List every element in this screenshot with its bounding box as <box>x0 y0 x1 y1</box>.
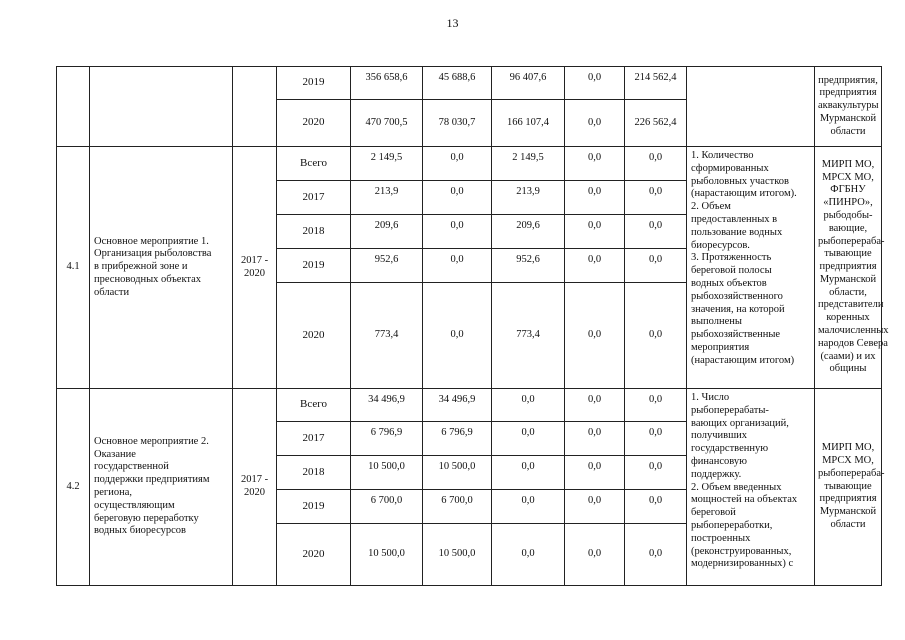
value-cell: 0,0 <box>565 215 625 249</box>
value-cell: 0,0 <box>492 389 565 422</box>
indicator-line: мероприятия <box>691 341 750 353</box>
indicator-line: построенных <box>691 532 751 544</box>
indicator-line: биоресурсов. <box>691 239 750 251</box>
responsible-line: Мурманской <box>819 506 877 518</box>
indicator-line: модернизированных) с <box>691 558 794 570</box>
responsible-line: аквакультуры <box>818 100 879 112</box>
value-cell: 10 500,0 <box>351 524 423 586</box>
indicator-line: выполнены <box>691 316 742 328</box>
activity-name-line: региона, <box>94 487 132 498</box>
indicator-line: финансовую <box>691 455 747 467</box>
responsible-line: рыбоперераба- <box>818 235 885 247</box>
responsible-line: вающие, <box>828 222 868 234</box>
year-cell: 2018 <box>277 215 351 249</box>
value-cell: 6 700,0 <box>351 490 423 524</box>
value-cell: 470 700,5 <box>351 100 423 147</box>
value-cell: 78 030,7 <box>423 100 492 147</box>
value-cell: 226 562,4 <box>625 100 687 147</box>
year-cell: 2017 <box>277 422 351 456</box>
indicator-line: поддержку. <box>691 468 742 480</box>
responsible-line: предприятия, <box>818 74 878 86</box>
value-cell: 0,0 <box>565 100 625 147</box>
value-cell: 952,6 <box>351 249 423 283</box>
value-cell: 0,0 <box>625 249 687 283</box>
value-cell: 209,6 <box>492 215 565 249</box>
responsible-line: «ПИНРО», <box>823 197 873 209</box>
table-row <box>57 67 882 100</box>
responsible-line: МРСХ МО, <box>822 171 874 183</box>
responsible-line: общины <box>829 363 867 375</box>
responsible-line: коренных <box>826 312 870 324</box>
value-cell: 0,0 <box>423 147 492 181</box>
activity-name-line: береговую переработку <box>94 512 199 524</box>
year-cell: 2018 <box>277 456 351 490</box>
value-cell: 0,0 <box>625 490 687 524</box>
program-activities-table <box>56 66 889 586</box>
indicator-line: рыбохозяйственные <box>691 329 781 341</box>
term-cell <box>233 67 277 147</box>
indicator-line: мощностей на объектах <box>691 494 798 506</box>
indicator-line: (реконструированных, <box>691 545 792 557</box>
responsible-line: малочисленных <box>818 325 889 337</box>
indicator-text <box>687 147 815 389</box>
indicator-line: 2. Объем введенных <box>691 481 782 493</box>
responsible-line: предприятия <box>819 261 877 273</box>
value-cell: 34 496,9 <box>351 389 423 422</box>
year-cell: 2019 <box>277 67 351 100</box>
value-cell: 0,0 <box>423 249 492 283</box>
activity-name-line: в прибрежной зоне и <box>94 261 188 273</box>
value-cell: 0,0 <box>565 147 625 181</box>
activity-name-line: водных биоресурсов <box>94 525 186 537</box>
responsible-line: области <box>830 518 866 530</box>
indicator-line: сформированных <box>691 162 769 174</box>
activity-name-line: пресноводных объектах <box>94 273 202 285</box>
value-cell: 0,0 <box>423 215 492 249</box>
activity-name <box>90 147 233 389</box>
indicator-line: водных объектов <box>691 277 767 289</box>
activity-name-line: Оказание <box>94 448 136 460</box>
responsible-cell <box>815 67 882 147</box>
value-cell: 6 700,0 <box>423 490 492 524</box>
responsible-line: рыбоперераба- <box>818 467 885 479</box>
value-cell: 0,0 <box>625 422 687 456</box>
value-cell: 0,0 <box>565 490 625 524</box>
value-cell: 6 796,9 <box>351 422 423 456</box>
activity-name-line: государственной <box>94 461 169 473</box>
activity-number: 4.1 <box>57 147 90 389</box>
page-number: 13 <box>446 16 459 30</box>
value-cell: 2 149,5 <box>492 147 565 181</box>
activity-number: 4.2 <box>57 389 90 586</box>
value-cell: 0,0 <box>492 524 565 586</box>
responsible-line: МИРП МО, <box>821 158 875 170</box>
value-cell: 0,0 <box>625 215 687 249</box>
indicator-line: значения, на которой <box>691 303 785 315</box>
indicator-line: рыболовных участков <box>691 175 789 187</box>
activity-name <box>90 389 233 586</box>
value-cell: 0,0 <box>625 389 687 422</box>
indicator-line: вающих организаций, <box>691 417 789 429</box>
value-cell: 0,0 <box>565 456 625 490</box>
responsible-line: области, <box>829 286 867 298</box>
value-cell: 0,0 <box>565 181 625 215</box>
indicator-line: государственную <box>691 443 769 455</box>
value-cell: 0,0 <box>565 283 625 389</box>
value-cell: 0,0 <box>625 147 687 181</box>
value-cell: 0,0 <box>625 181 687 215</box>
year-cell: 2019 <box>277 249 351 283</box>
indicator-line: предоставленных в <box>691 213 778 225</box>
activity-name-cell <box>90 67 233 147</box>
value-cell: 10 500,0 <box>351 456 423 490</box>
value-cell: 213,9 <box>351 181 423 215</box>
value-cell: 96 407,6 <box>492 67 565 100</box>
indicator-text <box>687 389 815 586</box>
responsible-text <box>815 389 885 586</box>
year-cell: Всего <box>277 389 351 422</box>
value-cell: 773,4 <box>492 283 565 389</box>
activity-name-line: Основное мероприятие 2. <box>94 435 209 447</box>
value-cell: 0,0 <box>492 490 565 524</box>
indicator-line: рыбопереработки, <box>691 519 773 531</box>
indicator-line: 3. Протяженность <box>691 252 772 264</box>
indicator-line: 2. Объем <box>691 201 731 213</box>
value-cell: 773,4 <box>351 283 423 389</box>
indicator-line: (нарастающим итогом) <box>691 354 795 366</box>
term-text: 2017 - 2020 <box>240 474 269 498</box>
value-cell: 0,0 <box>565 422 625 456</box>
value-cell: 10 500,0 <box>423 456 492 490</box>
activity-name-line: поддержки предприятиям <box>94 474 210 486</box>
value-cell: 0,0 <box>492 456 565 490</box>
indicator-line: пользование водных <box>691 226 783 238</box>
responsible-line: предприятия <box>819 493 877 505</box>
value-cell: 213,9 <box>492 181 565 215</box>
term-text: 2017 - 2020 <box>240 254 269 279</box>
responsible-line: МРСХ МО, <box>822 455 874 466</box>
value-cell: 10 500,0 <box>423 524 492 586</box>
activity-name-line: области <box>94 286 130 298</box>
indicator-line: рыбоперерабаты- <box>691 404 769 416</box>
activity-term <box>233 389 277 586</box>
responsible-line: ФГБНУ <box>830 184 866 196</box>
responsible-line: представители <box>818 299 884 311</box>
responsible-line: тывающие <box>824 248 872 260</box>
value-cell: 356 658,6 <box>351 67 423 100</box>
value-cell: 0,0 <box>565 249 625 283</box>
value-cell: 2 149,5 <box>351 147 423 181</box>
responsible-line: тывающие <box>824 480 872 492</box>
responsible-line: Мурманской <box>819 273 877 285</box>
value-cell: 952,6 <box>492 249 565 283</box>
value-cell: 209,6 <box>351 215 423 249</box>
indicator-line: 1. Число <box>691 392 730 403</box>
value-cell: 0,0 <box>625 456 687 490</box>
responsible-text <box>815 147 889 389</box>
value-cell: 0,0 <box>423 181 492 215</box>
value-cell: 0,0 <box>492 422 565 456</box>
indicator-line: 1. Количество <box>691 150 754 161</box>
year-cell: 2019 <box>277 490 351 524</box>
value-cell: 166 107,4 <box>492 100 565 147</box>
responsible-line: народов Севера <box>818 337 888 349</box>
value-cell: 0,0 <box>423 283 492 389</box>
activity-term <box>233 147 277 389</box>
responsible-line: Мурманской <box>819 112 877 124</box>
value-cell: 0,0 <box>625 524 687 586</box>
indicator-line: рыбохозяйственного <box>691 290 783 302</box>
activity-number-cell <box>57 67 90 147</box>
value-cell: 0,0 <box>565 389 625 422</box>
responsible-line: рыбодобы- <box>823 209 873 221</box>
year-cell: 2020 <box>277 100 351 147</box>
indicator-line: береговой полосы <box>691 265 772 277</box>
activity-name-line: Организация рыболовства <box>94 248 212 260</box>
responsible-line: (саами) и их <box>820 350 876 362</box>
year-cell: Всего <box>277 147 351 181</box>
value-cell: 0,0 <box>565 524 625 586</box>
value-cell: 0,0 <box>565 67 625 100</box>
table-row <box>57 147 882 181</box>
table-row <box>57 389 882 422</box>
value-cell: 6 796,9 <box>423 422 492 456</box>
year-cell: 2020 <box>277 283 351 389</box>
value-cell: 45 688,6 <box>423 67 492 100</box>
indicator-line: (нарастающим итогом). <box>691 188 797 200</box>
value-cell: 214 562,4 <box>625 67 687 100</box>
activity-name-line: Основное мероприятие 1. <box>94 235 209 247</box>
value-cell: 0,0 <box>625 283 687 389</box>
responsible-line: МИРП МО, <box>821 442 875 454</box>
year-cell: 2020 <box>277 524 351 586</box>
responsible-line: области <box>830 125 866 137</box>
responsible-line: предприятия <box>819 87 877 99</box>
indicator-cell <box>687 67 815 147</box>
indicator-line: получивших <box>691 430 748 442</box>
year-cell: 2017 <box>277 181 351 215</box>
value-cell: 34 496,9 <box>423 389 492 422</box>
indicator-line: береговой <box>691 507 736 519</box>
activity-name-line: осуществляющим <box>94 499 175 511</box>
